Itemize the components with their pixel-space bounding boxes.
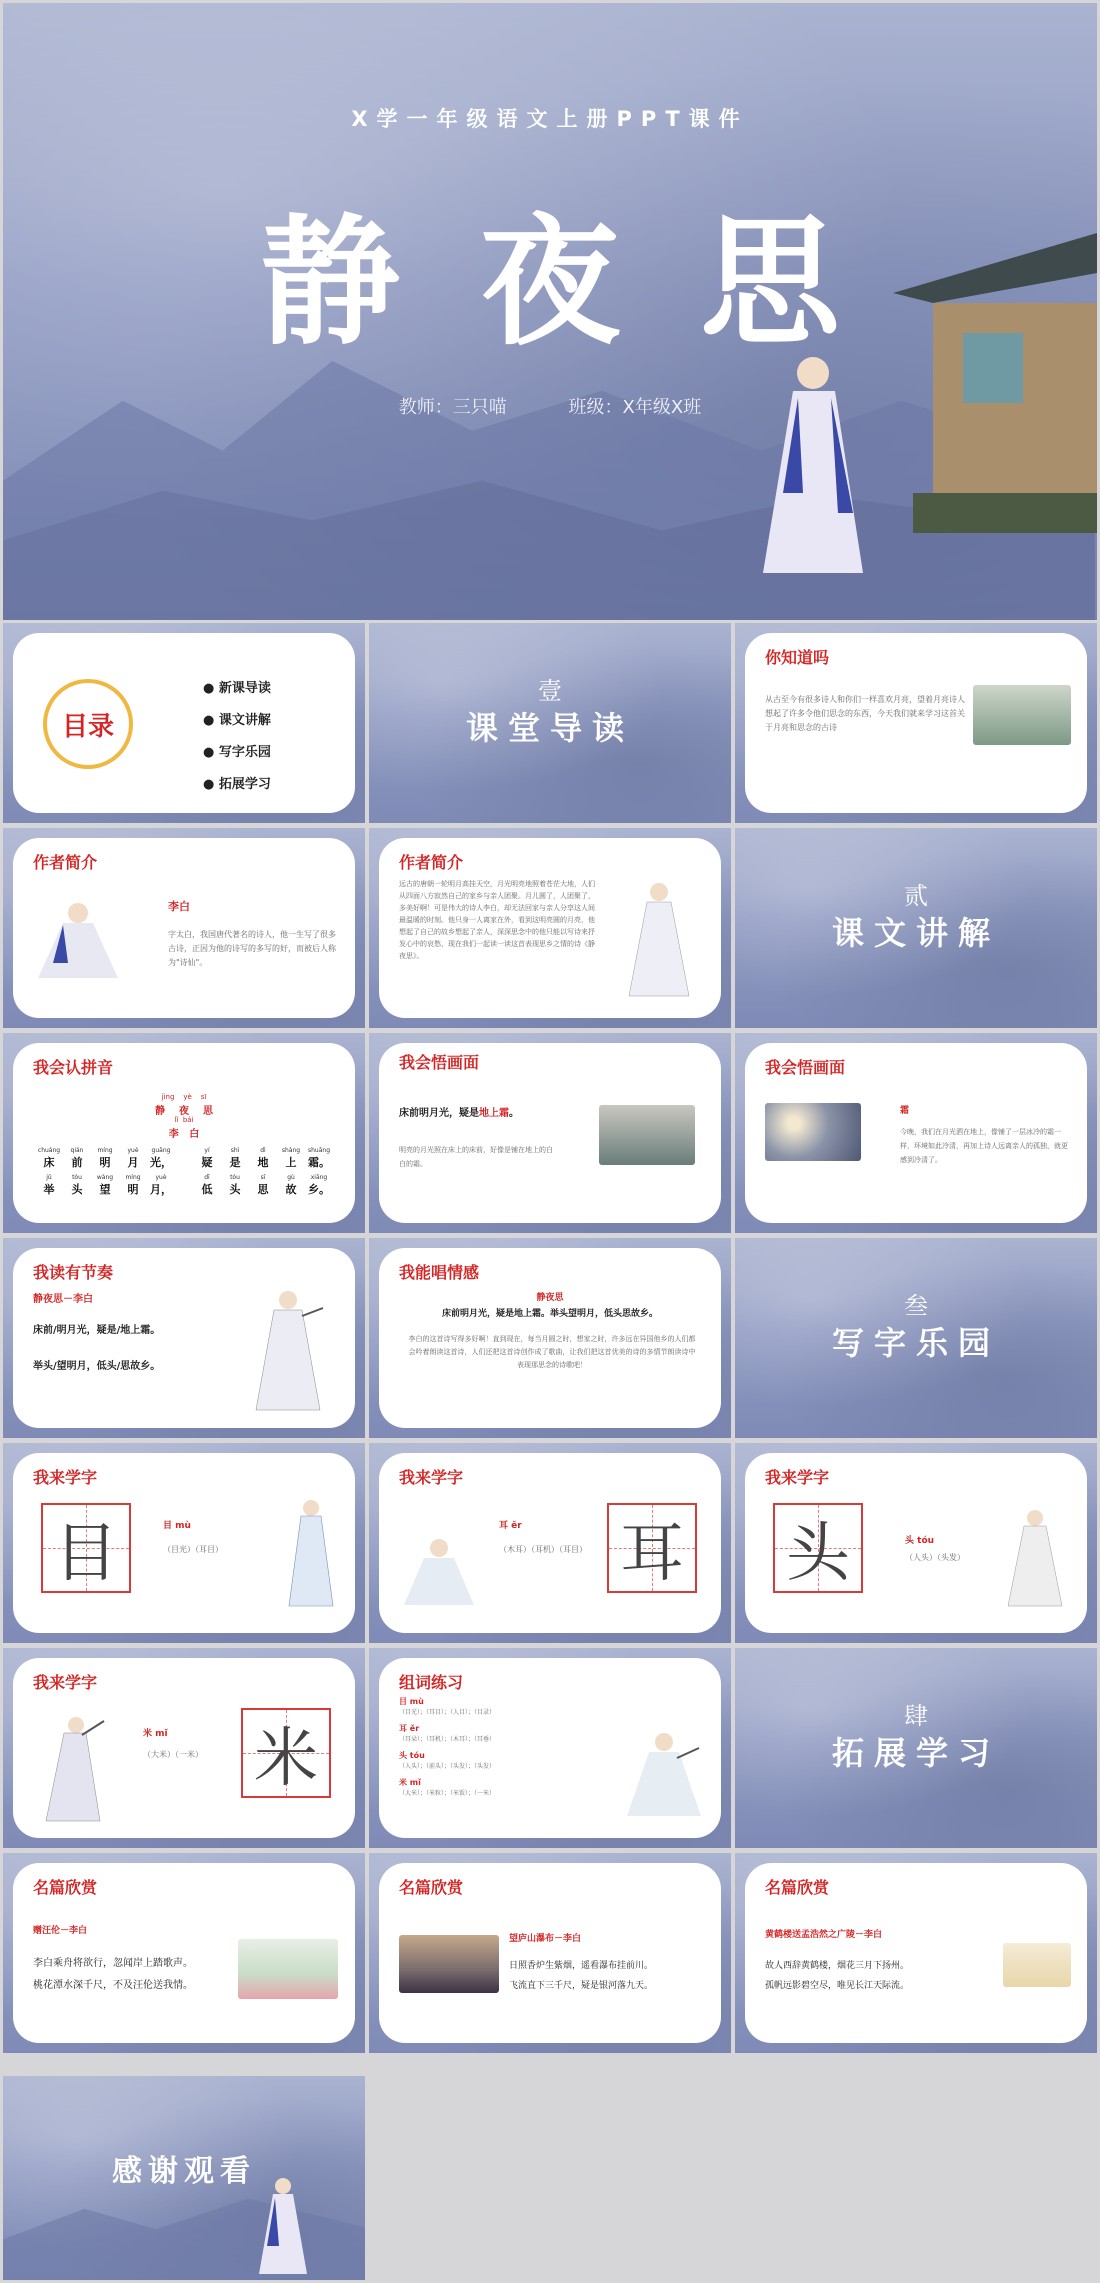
cover-slide[interactable] xyxy=(3,3,1097,620)
toc-item[interactable]: ● 写字乐园 xyxy=(203,745,271,760)
toc-badge-text: 目录 xyxy=(61,711,114,742)
slide-char-mu[interactable] xyxy=(3,1443,365,1643)
emotion-text: 李白的这首诗写得多好啊！直到现在，每当月圆之时，想家之时，许多远在异国他乡的人们都会吟着朗读这首诗，人们还把这首诗创作成了歌曲，让我们把这首优美的诗的多情节朗读诗中表现那思念的诗歌吧！ xyxy=(408,1335,696,1369)
slide-scene-2[interactable] xyxy=(735,1033,1097,1233)
toc-item[interactable]: ● 课文讲解 xyxy=(203,713,271,728)
scene-text: 明亮的月光照在床上的床前，好像是铺在地上的白白的霜。 xyxy=(399,1146,553,1168)
section-number: 壹 xyxy=(538,677,562,705)
character: 米 xyxy=(254,1722,318,1796)
slide-char-mi[interactable] xyxy=(3,1648,365,1848)
poem-title: 望庐山瀑布－李白 xyxy=(509,1934,582,1944)
card xyxy=(745,633,1087,813)
class-label: 班级：X年级X班 xyxy=(568,397,702,418)
slide-emotion[interactable] xyxy=(369,1238,731,1438)
card xyxy=(13,1248,355,1428)
word-line: （目光）（耳目） xyxy=(163,1545,223,1554)
cover-meta xyxy=(3,393,1097,419)
card xyxy=(379,838,721,1018)
character-grid xyxy=(41,1503,131,1593)
poem-line-2: 孤帆远影碧空尽，唯见长江天际流。 xyxy=(765,1981,910,1991)
poem-line-1: 日照香炉生紫烟，遥看瀑布挂前川。 xyxy=(509,1961,654,1971)
slide-title: 我会认拼音 xyxy=(33,1058,114,1077)
scene-line: 床前明月光，疑是地上霜。 xyxy=(399,1108,519,1119)
slide-author-1[interactable] xyxy=(3,828,365,1028)
slide-pinyin[interactable] xyxy=(3,1033,365,1233)
card xyxy=(745,1043,1087,1223)
illustration-thumbnail xyxy=(238,1939,338,1999)
card xyxy=(379,1248,721,1428)
word-items: （大米）；（米粒）；（米饭）；（一米） xyxy=(399,1790,496,1797)
slide-title: 名篇欣赏 xyxy=(399,1878,464,1897)
author-text: 字太白，我国唐代著名的诗人，他一生写了很多古诗，正因为他的诗写的多写的好，而被后人称为"诗仙"。 xyxy=(168,930,336,967)
cover-title: 静夜思 xyxy=(259,201,920,365)
pinyin-cell: míng 明 xyxy=(125,1174,141,1196)
poem-line-1: 床前/明月光，疑是/地上霜。 xyxy=(33,1325,161,1336)
slide-title: 我能唱情感 xyxy=(399,1263,480,1282)
word-head: 耳 ěr xyxy=(399,1724,420,1733)
pinyin-line xyxy=(35,1147,335,1170)
word-items: （人头）；（前头）；（头发）；（头发） xyxy=(399,1763,496,1770)
pinyin-line xyxy=(35,1174,335,1197)
word-line: （大米）（一米） xyxy=(143,1750,203,1759)
slide-poem-2[interactable] xyxy=(369,1853,731,2053)
illustration-thumbnail xyxy=(599,1105,695,1165)
poem-title: 静夜思 xyxy=(536,1293,564,1303)
poet-figure-icon xyxy=(253,2176,313,2276)
section-number: 肆 xyxy=(904,1702,928,1730)
pinyin-cell: shì 是 xyxy=(229,1147,241,1169)
slide-poem-1[interactable] xyxy=(3,1853,365,2053)
poem-title: 黄鹤楼送孟浩然之广陵－李白 xyxy=(765,1930,883,1940)
pinyin-cell: shàng 上 xyxy=(281,1147,301,1169)
poet-figure-icon xyxy=(619,878,699,998)
thanks-text: 感谢观看 xyxy=(112,2154,256,2189)
poet-figure-icon xyxy=(1000,1508,1070,1608)
pinyin-cell: xiāng 乡。 xyxy=(308,1174,330,1196)
word-line: （人头）（头发） xyxy=(905,1553,965,1562)
poet-figure-icon xyxy=(38,1713,108,1823)
poet-figure-icon xyxy=(248,1288,328,1413)
poet-figure-icon xyxy=(619,1728,704,1818)
card xyxy=(13,1453,355,1633)
word-practice-list xyxy=(399,1696,599,1800)
know-text: 从古至今有很多诗人和你们一样喜欢月亮，望着月亮诗人想起了许多令他们思念的东西，今天我们就来学习这首关于月亮和思念的古诗 xyxy=(765,695,965,732)
slide-section-2[interactable] xyxy=(735,828,1097,1028)
slide-title: 我会悟画面 xyxy=(399,1053,480,1072)
slide-title: 我会悟画面 xyxy=(765,1058,846,1077)
slide-author-2[interactable] xyxy=(369,828,731,1028)
section-number: 贰 xyxy=(904,882,928,910)
poem-line-1: 故人西辞黄鹤楼，烟花三月下扬州。 xyxy=(765,1961,910,1971)
slide-title: 我来学字 xyxy=(33,1673,98,1692)
section-number: 叁 xyxy=(904,1292,928,1320)
slide-section-4[interactable] xyxy=(735,1648,1097,1848)
card xyxy=(13,838,355,1018)
poem-title: 赠汪伦－李白 xyxy=(33,1926,88,1936)
scene-word: 霜 xyxy=(900,1106,910,1116)
card xyxy=(13,633,355,813)
toc-list xyxy=(203,673,271,801)
slide-char-tou[interactable] xyxy=(735,1443,1097,1643)
poem-title: 静夜思－李白 xyxy=(33,1294,93,1305)
pinyin-cell: tóu 头 xyxy=(71,1174,83,1196)
poem-lines: 床前明月光，疑是地上霜。举头望明月，低头思故乡。 xyxy=(441,1309,658,1319)
pinyin-cell: gù 故 xyxy=(285,1174,297,1196)
slide-rhythm[interactable] xyxy=(3,1238,365,1438)
card xyxy=(745,1453,1087,1633)
slide-title: 名篇欣赏 xyxy=(765,1878,830,1897)
word-items: （目光）；（耳目）；（人目）；（目录） xyxy=(399,1709,496,1716)
character: 耳 xyxy=(620,1517,684,1591)
slide-title: 我读有节奏 xyxy=(33,1263,114,1282)
character-grid xyxy=(773,1503,863,1593)
poem-line-2: 飞流直下三千尺，疑是银河落九天。 xyxy=(509,1981,654,1991)
scene-text: 今晚，我们在月光洒在地上，像铺了一层冰冷的霜一样，环境如此冷清，再加上诗人远离亲人的孤独，就更感到冷清了。 xyxy=(900,1128,1068,1164)
pinyin-cell: yuè 月 xyxy=(127,1147,139,1169)
slide-title: 我来学字 xyxy=(33,1468,98,1487)
slide-char-er[interactable] xyxy=(369,1443,731,1643)
pinyin-cell: guāng 光， xyxy=(150,1147,172,1169)
slide-title: 我来学字 xyxy=(765,1468,830,1487)
word-items: （耳朵）；（耳机）；（木耳）；（耳垂） xyxy=(399,1736,496,1743)
pinyin-cell: jǔ 举 xyxy=(43,1174,55,1196)
char-pinyin-row: 头 tóu xyxy=(905,1536,935,1546)
author-name: 李白 xyxy=(168,900,190,913)
slide-thanks[interactable] xyxy=(3,2076,365,2280)
character: 头 xyxy=(786,1517,850,1591)
slide-title: 名篇欣赏 xyxy=(33,1878,98,1897)
word-head: 目 mù xyxy=(399,1697,424,1706)
slide-words[interactable] xyxy=(369,1648,731,1848)
poet-figure-icon xyxy=(283,1498,338,1608)
moon-thumbnail xyxy=(765,1103,861,1161)
character: 目 xyxy=(54,1517,118,1591)
poem-title: 静 夜 思 xyxy=(155,1106,213,1117)
poet-figure-icon xyxy=(33,893,123,983)
slide-title: 我来学字 xyxy=(399,1468,464,1487)
pinyin-cell: shuāng 霜。 xyxy=(307,1147,331,1169)
section-name: 课文讲解 xyxy=(831,914,1000,952)
card xyxy=(379,1043,721,1223)
section-name: 课堂导读 xyxy=(465,709,634,747)
pinyin-cell: tóu 头 xyxy=(229,1174,241,1196)
word-line: （木耳）（耳机）（耳目） xyxy=(499,1545,587,1554)
slide-title: 你知道吗 xyxy=(765,648,830,667)
tower-thumbnail xyxy=(1003,1943,1071,1987)
slide-scene-1[interactable] xyxy=(369,1033,731,1233)
author-pinyin: lǐ bái xyxy=(174,1116,194,1124)
toc-badge xyxy=(43,679,133,769)
teacher-label: 教师：三只喵 xyxy=(398,397,507,418)
card xyxy=(745,1863,1087,2043)
slide-title: 组词练习 xyxy=(399,1673,464,1692)
slide-poem-3[interactable] xyxy=(735,1853,1097,2053)
pinyin-cell: dī 低 xyxy=(201,1174,213,1196)
card xyxy=(379,1658,721,1838)
slide-toc[interactable] xyxy=(3,623,365,823)
toc-item[interactable]: ● 新课导读 xyxy=(203,681,271,696)
pinyin-cell: chuáng 床 xyxy=(37,1147,61,1169)
poem-line-1: 李白乘舟将欲行，忽闻岸上踏歌声。 xyxy=(33,1958,193,1969)
cover-subtitle: X学一年级语文上册PPT课件 xyxy=(351,107,749,131)
slide-section-1[interactable] xyxy=(369,623,731,823)
toc-item[interactable]: ● 拓展学习 xyxy=(203,777,271,792)
poem-line-2: 桃花潭水深千尺，不及汪伦送我情。 xyxy=(33,1980,193,1991)
character-grid xyxy=(241,1708,331,1798)
card xyxy=(13,1658,355,1838)
illustration-thumbnail xyxy=(973,685,1071,745)
card xyxy=(379,1453,721,1633)
illustration-thumbnail xyxy=(399,1935,499,1993)
title-pinyin: jìng yè sī xyxy=(161,1093,207,1101)
char-pinyin-row: 米 mǐ xyxy=(143,1729,168,1739)
pinyin-cell: yuè 月， xyxy=(150,1174,172,1196)
poet-figure-icon xyxy=(399,1533,479,1608)
pinyin-cell: yí 疑 xyxy=(201,1147,213,1169)
pinyin-lines xyxy=(35,1147,335,1201)
slide-title: 作者简介 xyxy=(33,853,98,872)
card xyxy=(379,1863,721,2043)
char-pinyin-row: 目 mù xyxy=(163,1521,191,1531)
section-name: 写字乐园 xyxy=(831,1324,1000,1362)
slide-know[interactable] xyxy=(735,623,1097,823)
author-text: 远古的唐朝一轮明月高挂天空，月光明亮地照着苍茫大地，人们从四面八方寂然自己的家乡与亲人团聚。月儿圆了，人团聚了，多美好啊！可是伟大的诗人李白，却无法回家与亲人分享这人间最温暖的时刻。他只身一人离家在外，看到这明亮圆的月亮，他想起了自己的故乡想起了亲人，深深思念中的他只能以写诗来抒发心中的哀愁，现在我们一起读一读这首表现思乡之情的诗《静夜思》。 xyxy=(399,880,595,960)
card xyxy=(13,1043,355,1223)
slide-section-3[interactable] xyxy=(735,1238,1097,1438)
pinyin-cell: qián 前 xyxy=(70,1147,84,1169)
character-grid xyxy=(607,1503,697,1593)
poem-line-2: 举头/望明月，低头/思故乡。 xyxy=(33,1361,161,1372)
word-head: 米 mǐ xyxy=(399,1778,421,1787)
author-name: 李 白 xyxy=(168,1129,200,1140)
pinyin-cell: míng 明 xyxy=(97,1147,113,1169)
word-head: 头 tóu xyxy=(399,1751,425,1760)
section-name: 拓展学习 xyxy=(831,1734,1000,1772)
slide-title: 作者简介 xyxy=(399,853,464,872)
pinyin-cell: sī 思 xyxy=(257,1174,269,1196)
card xyxy=(13,1863,355,2043)
char-pinyin-row: 耳 ěr xyxy=(499,1521,522,1531)
poet-figure-icon xyxy=(743,343,893,583)
pinyin-cell: dì 地 xyxy=(257,1147,269,1169)
pinyin-cell: wàng 望 xyxy=(96,1174,114,1196)
